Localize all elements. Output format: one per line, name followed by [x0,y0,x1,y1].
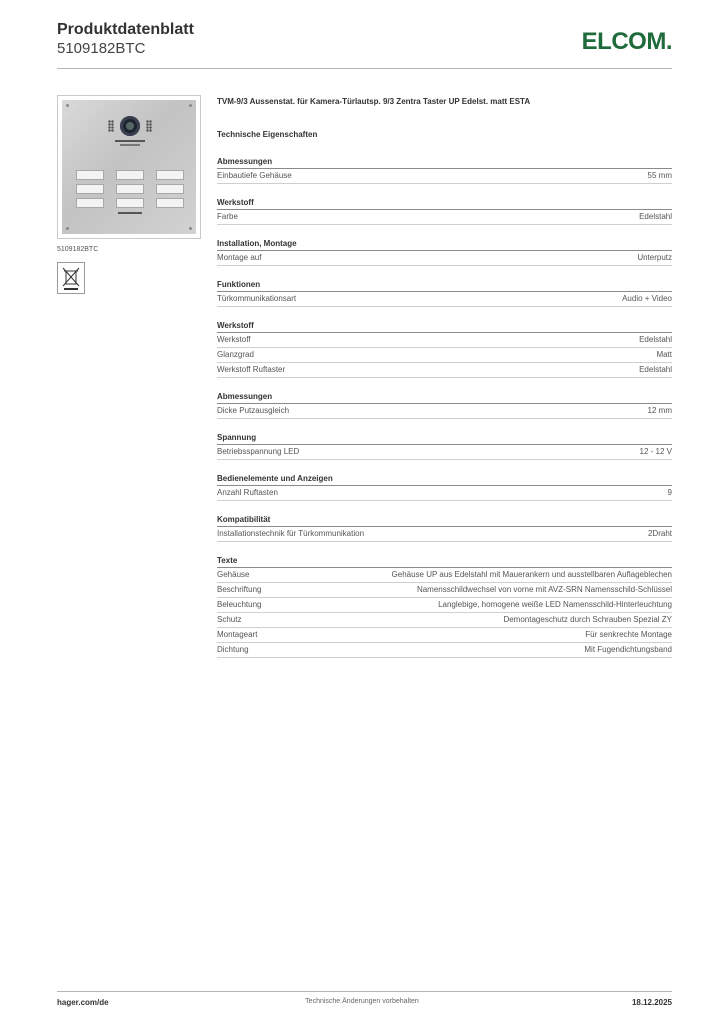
group-title: Installation, Montage [217,238,672,251]
property-row [217,251,672,266]
camera-label-strip [120,144,140,146]
weee-bin-icon [57,262,85,294]
screw-icon [189,104,192,107]
property-value: Matt [656,350,672,359]
footer-date: 18.12.2025 [631,998,672,1007]
property-label: Montage auf [217,253,262,262]
screw-icon [66,104,69,107]
property-row [217,583,672,598]
property-label: Dichtung [217,645,249,654]
property-value: Gehäuse UP aus Edelstahl mit Mauerankern und ausstellbaren Auflageblechen [391,570,672,579]
call-button [116,184,144,194]
property-row [217,404,672,419]
property-row [217,628,672,643]
property-value: 12 mm [647,406,672,415]
property-label: Installationstechnik für Türkommunikation [217,529,365,538]
product-image [57,95,201,239]
property-row [217,568,672,583]
property-label: Gehäuse [217,570,250,579]
article-number: 5109182BTC [57,40,146,57]
property-label: Dicke Putzausgleich [217,406,290,415]
property-row [217,292,672,307]
property-value: Edelstahl [639,212,672,221]
property-value: 55 mm [647,171,672,180]
group-title: Bedienelemente und Anzeigen [217,473,672,486]
property-value: Namensschildwechsel von vorne mit AVZ-SRN Namensschild-Schlüssel [416,585,672,594]
property-value: Mit Fugendichtungsband [584,645,672,654]
call-button [116,198,144,208]
header-divider [57,68,672,69]
properties-list [217,156,672,658]
call-button [116,170,144,180]
call-button [76,198,104,208]
footer-divider [57,991,672,992]
property-value: Edelstahl [639,335,672,344]
property-group [217,432,672,460]
property-label: Farbe [217,212,238,221]
property-group [217,514,672,542]
call-button [76,184,104,194]
product-title: TVM-9/3 Aussenstat. für Kamera-Türlautsp. 9/3 Zentra Taster UP Edelst. matt ESTA [217,97,531,106]
property-row [217,210,672,225]
property-value: Unterputz [637,253,672,262]
property-label: Türkommunikationsart [217,294,297,303]
property-label: Montageart [217,630,258,639]
camera-label-strip [115,140,145,142]
property-value: 9 [667,488,672,497]
property-label: Beschriftung [217,585,262,594]
call-button [156,184,184,194]
group-title: Spannung [217,432,672,445]
property-value: Für senkrechte Montage [585,630,672,639]
property-value: Audio + Video [622,294,672,303]
speaker-grille-icon [146,120,152,132]
property-value: Edelstahl [639,365,672,374]
property-value: 2Draht [647,529,672,538]
footer-website: hager.com/de [57,998,109,1007]
group-title: Texte [217,555,672,568]
screw-icon [189,227,192,230]
property-row [217,333,672,348]
door-station-plate [62,100,196,234]
property-group [217,473,672,501]
property-row [217,445,672,460]
property-group [217,156,672,184]
property-value: Langlebige, homogene weiße LED Namensschild-Hinterleuchtung [438,600,672,609]
property-label: Einbautiefe Gehäuse [217,171,292,180]
group-title: Abmessungen [217,156,672,169]
property-value: 12 - 12 V [639,447,672,456]
call-button [76,170,104,180]
property-group [217,197,672,225]
property-row [217,169,672,184]
property-value: Demontageschutz durch Schrauben Spezial ZY [503,615,672,624]
call-button [156,170,184,180]
group-title: Kompatibilität [217,514,672,527]
property-label: Betriebsspannung LED [217,447,300,456]
group-title: Werkstoff [217,197,672,210]
property-row [217,363,672,378]
speaker-grille-icon [108,120,114,132]
property-row [217,613,672,628]
property-group [217,238,672,266]
property-row [217,486,672,501]
image-caption: 5109182BTC [57,246,99,253]
property-label: Glanzgrad [217,350,254,359]
group-title: Abmessungen [217,391,672,404]
section-heading: Technische Eigenschaften [217,130,318,139]
property-group [217,555,672,658]
property-row [217,527,672,542]
property-label: Werkstoff [217,335,251,344]
property-label: Anzahl Ruftasten [217,488,278,497]
property-group [217,320,672,378]
property-label: Werkstoff Ruftaster [217,365,286,374]
document-title: Produktdatenblatt [57,21,194,38]
property-group [217,391,672,419]
group-title: Funktionen [217,279,672,292]
property-label: Schutz [217,615,242,624]
elcom-logo: ELCOM. [581,28,672,55]
property-row [217,598,672,613]
property-label: Beleuchtung [217,600,262,609]
screw-icon [66,227,69,230]
camera-icon [120,116,140,136]
property-group [217,279,672,307]
property-row [217,348,672,363]
call-button [156,198,184,208]
footer-notice: Technische Änderungen vorbehalten [305,998,419,1005]
brand-mark [118,212,142,214]
group-title: Werkstoff [217,320,672,333]
property-row [217,643,672,658]
